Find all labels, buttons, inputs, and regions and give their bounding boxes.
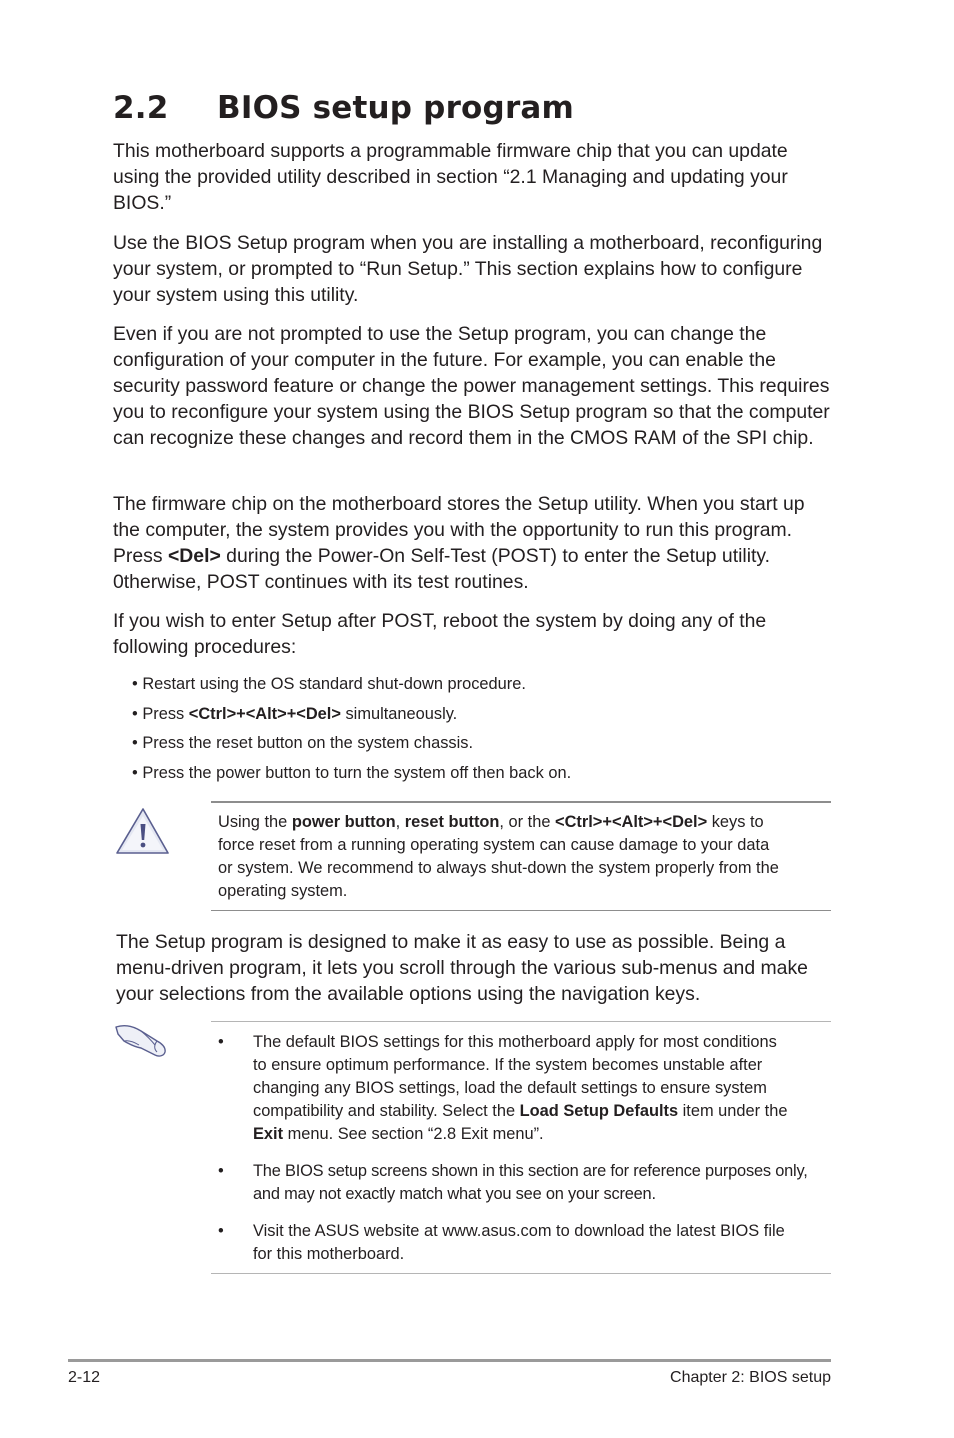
paragraph-reboot: If you wish to enter Setup after POST, reboot the system by doing any of the following procedures: (113, 610, 767, 658)
warning-line-3: or system. We recommend to always shut-down the system properly from the (218, 859, 779, 877)
section-heading (113, 88, 574, 128)
note-bullet: • (218, 1162, 224, 1180)
del-key: <Del> (167, 545, 221, 567)
bullet: • (132, 763, 138, 782)
note-1-line-2: to ensure optimum performance. If the system becomes unstable after (253, 1056, 763, 1074)
procedure-list (132, 673, 571, 791)
reset-button-term: reset button (404, 813, 500, 831)
paragraph-setup-program: The Setup program is designed to make it as easy to use as possible. Being a menu-driven program, it lets you scroll through the various sub-menus and make your selections from the available options using the navigation keys. (116, 931, 808, 1005)
chapter-label: Chapter 2: BIOS setup (670, 1369, 831, 1386)
list-item (132, 762, 571, 792)
firmware-line-3-rest: during the Power-On Self-Test (POST) to enter the Setup utility. (220, 545, 771, 567)
paragraph-firmware (113, 491, 838, 595)
warning-text-part: , (395, 813, 405, 831)
procedure-power-button: Press the power button to turn the system off then back on. (142, 763, 572, 782)
note-2-line-2: and may not exactly match what you see on your screen. (253, 1185, 656, 1203)
note-bullet: • (218, 1222, 224, 1240)
bullet: • (132, 734, 138, 753)
power-button-term: power button (291, 813, 396, 831)
note-top-rule (211, 1021, 831, 1022)
note-reference-screens (253, 1160, 828, 1206)
note-1-line-3: changing any BIOS settings, load the default settings to ensure system (253, 1079, 767, 1097)
paragraph-usage: Use the BIOS Setup program when you are installing a motherboard, reconfiguring your system, or prompted to “Run Setup.” This section explains how to configure your system using this utility. (113, 232, 823, 306)
bullet: • (132, 704, 138, 723)
section-number: 2.2 (113, 90, 169, 126)
list-item (132, 703, 571, 733)
procedure-reset-button: Press the reset button on the system chassis. (142, 734, 474, 753)
note-1-line-4: compatibility and stability. Select the (253, 1102, 520, 1120)
hand-note-icon (113, 1018, 169, 1060)
firmware-line-4: 0therwise, POST continues with its test routines. (113, 571, 529, 593)
warning-text-part: , or the (499, 813, 555, 831)
section-title: BIOS setup program (217, 90, 575, 126)
note-1-line-5-rest: menu. See section “2.8 Exit menu”. (283, 1125, 544, 1143)
note-2-line-1: The BIOS setup screens shown in this section are for reference purposes only, (253, 1162, 808, 1180)
list-item (132, 732, 571, 762)
footer-rule (68, 1359, 831, 1362)
firmware-line-2: the computer, the system provides you with the opportunity to run this program. (113, 519, 793, 541)
note-1-line-4-rest: item under the (678, 1102, 788, 1120)
procedure-restart: Restart using the OS standard shut-down procedure. (142, 675, 526, 693)
ctrl-alt-del-key: <Ctrl>+<Alt>+<Del> (188, 704, 341, 723)
procedure-simultaneously: simultaneously. (340, 704, 458, 723)
warning-text (218, 811, 830, 903)
note-3-line-1: Visit the ASUS website at www.asus.com to download the latest BIOS file (253, 1222, 785, 1240)
exit-term: Exit (253, 1125, 284, 1143)
ctrl-alt-del-term: <Ctrl>+<Alt>+<Del> (555, 813, 708, 831)
warning-bottom-rule (211, 910, 831, 911)
firmware-press: Press (113, 545, 168, 567)
note-3-line-2: for this motherboard. (253, 1245, 405, 1263)
note-bottom-rule (211, 1273, 831, 1274)
warning-text-part: Using the (218, 813, 292, 831)
warning-top-rule (211, 801, 831, 803)
bullet: • (132, 675, 138, 693)
list-item (132, 673, 571, 703)
paragraph-configuration: Even if you are not prompted to use the Setup program, you can change the configuration of your computer in the future. For example, you can enable the security password feature or change the power management settings. This requires you to reconfigure your system using the BIOS Setup program so that the computer can recognize these changes and record them in the CMOS RAM of the SPI chip. (113, 323, 830, 449)
note-asus-website (253, 1220, 828, 1266)
firmware-line-1: The firmware chip on the motherboard stores the Setup utility. When you start up (113, 493, 805, 515)
note-bullet: • (218, 1033, 224, 1051)
page-number: 2-12 (68, 1369, 101, 1386)
procedure-press: Press (142, 704, 189, 723)
warning-triangle-icon (113, 806, 171, 856)
paragraph-intro: This motherboard supports a programmable firmware chip that you can update using the provided utility described in section “2.1 Managing and updating your BIOS.” (113, 140, 788, 214)
warning-line-4: operating system. (218, 882, 348, 900)
note-default-settings (253, 1031, 828, 1146)
note-1-line-1: The default BIOS settings for this motherboard apply for most conditions (253, 1033, 777, 1051)
warning-text-part: keys to (707, 813, 764, 831)
load-setup-defaults-term: Load Setup Defaults (519, 1102, 679, 1120)
warning-line-2: force reset from a running operating system can cause damage to your data (218, 836, 770, 854)
